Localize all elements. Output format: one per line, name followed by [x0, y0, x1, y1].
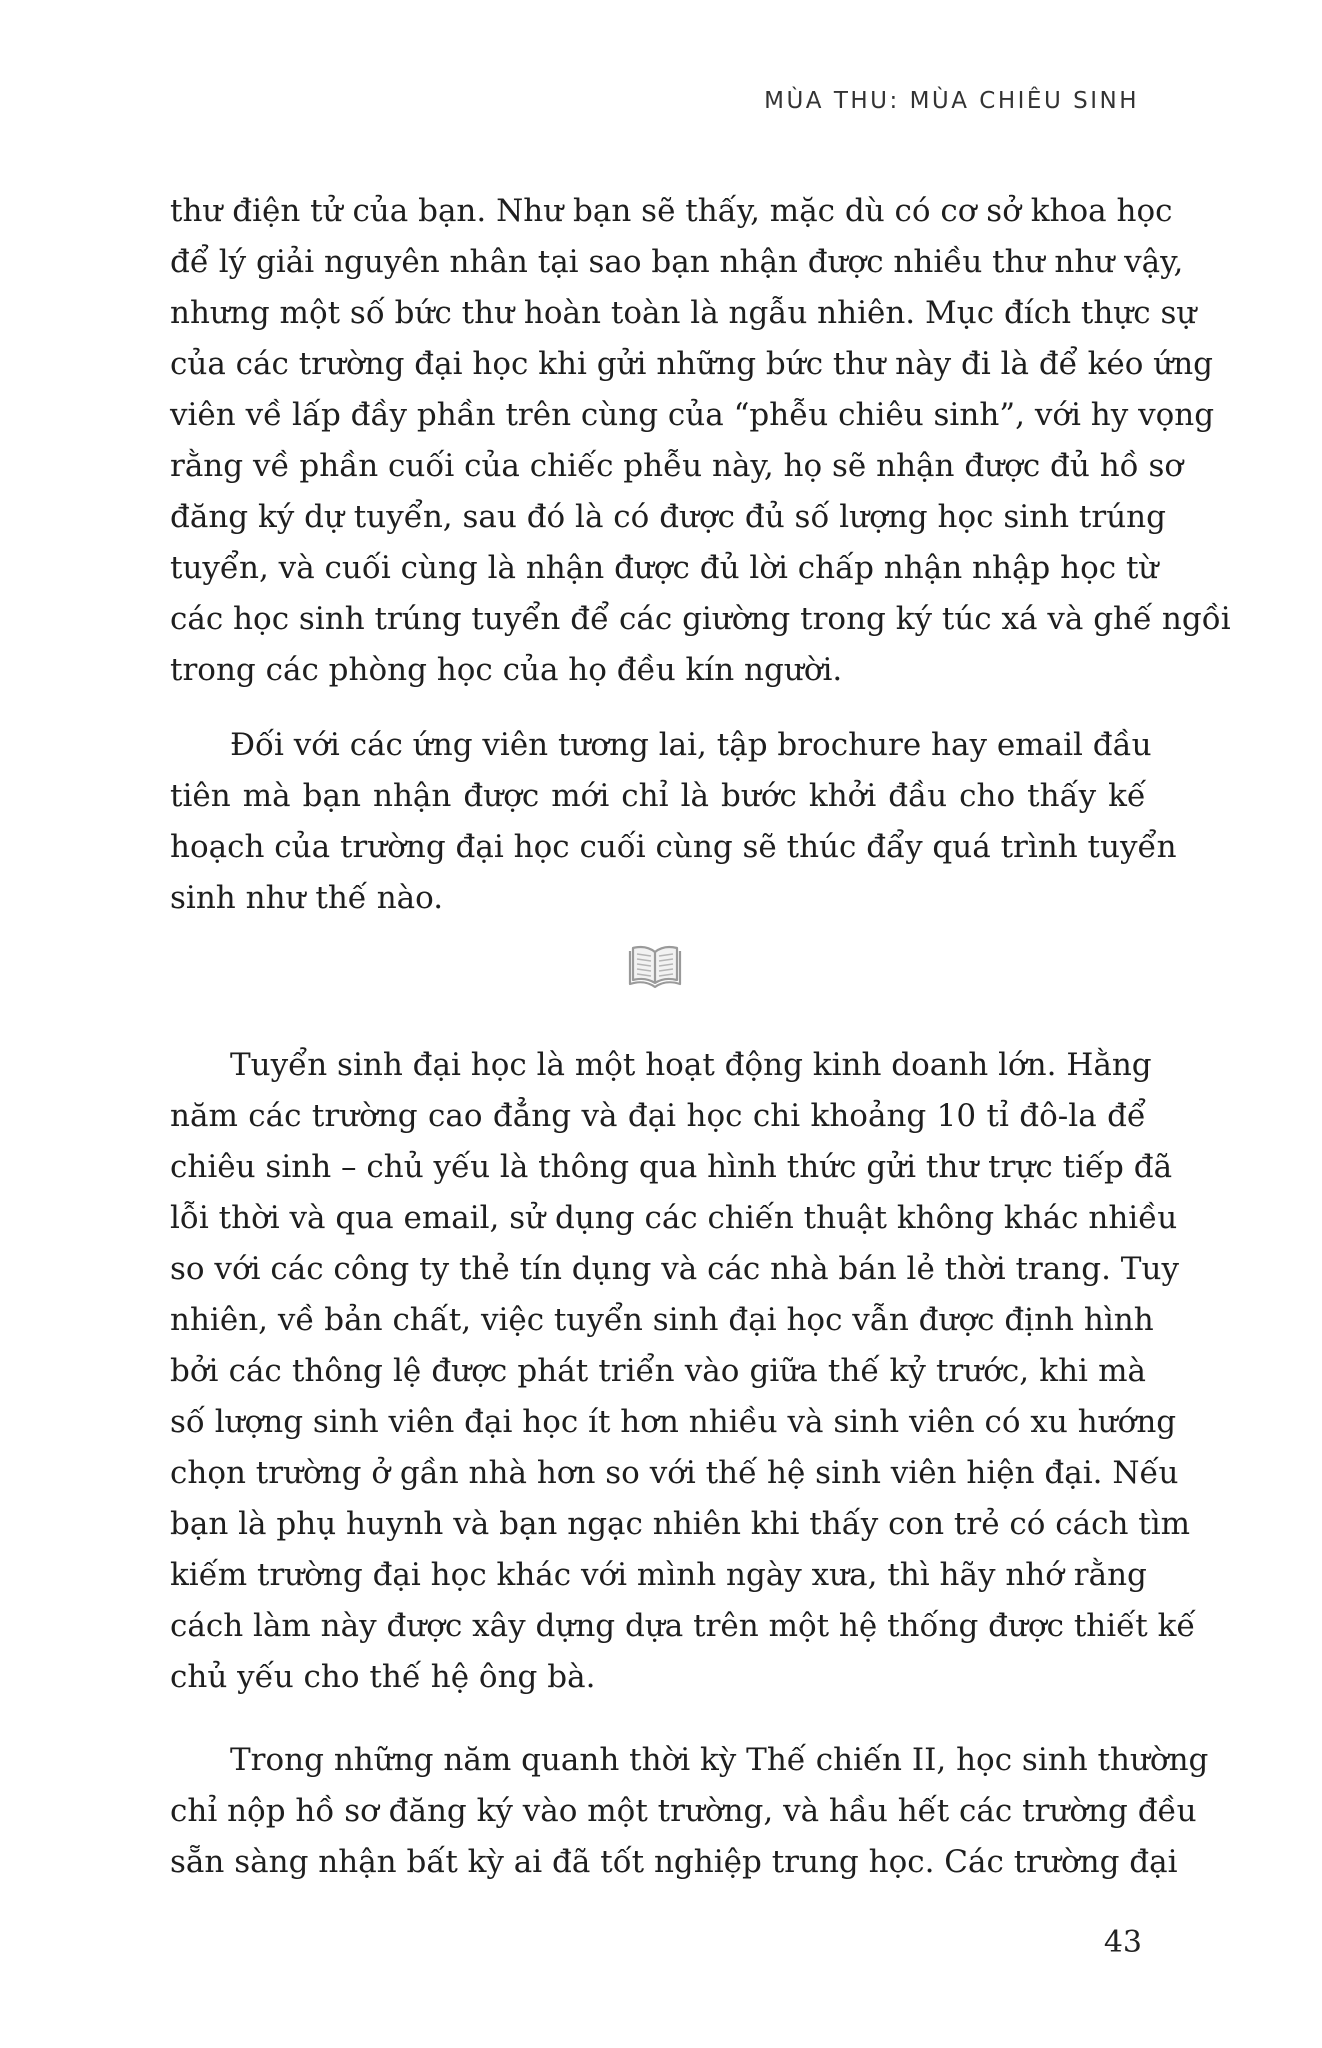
text-line: thư điện tử của bạn. Như bạn sẽ thấy, mặc dù có cơ sở khoa học	[170, 193, 1173, 229]
text-line: sẵn sàng nhận bất kỳ ai đã tốt nghiệp trung học. Các trường đại	[170, 1844, 1178, 1880]
paragraph-4	[170, 1735, 1209, 1888]
page-number: 43	[1103, 1925, 1142, 1960]
text-line: số lượng sinh viên đại học ít hơn nhiều và sinh viên có xu hướng	[170, 1404, 1177, 1440]
paragraph-1	[170, 186, 1231, 696]
open-book-icon	[627, 942, 683, 992]
text-line: tiên mà bạn nhận được mới chỉ là bước khởi đầu cho thấy kế	[170, 778, 1146, 814]
text-line: để lý giải nguyên nhân tại sao bạn nhận được nhiều thư như vậy,	[170, 244, 1184, 280]
text-line: chọn trường ở gần nhà hơn so với thế hệ sinh viên hiện đại. Nếu	[170, 1455, 1179, 1491]
text-line: Trong những năm quanh thời kỳ Thế chiến II, học sinh thường	[230, 1742, 1209, 1778]
text-line: rằng về phần cuối của chiếc phễu này, họ sẽ nhận được đủ hồ sơ	[170, 448, 1184, 484]
text-line: nhưng một số bức thư hoàn toàn là ngẫu nhiên. Mục đích thực sự	[170, 295, 1197, 331]
paragraph-3	[170, 1040, 1196, 1703]
paragraph-2	[170, 720, 1177, 924]
running-header: MÙA THU: MÙA CHIÊU SINH	[764, 88, 1139, 114]
text-line: sinh như thế nào.	[170, 880, 444, 916]
text-line: chỉ nộp hồ sơ đăng ký vào một trường, và hầu hết các trường đều	[170, 1793, 1197, 1829]
text-line: tuyển, và cuối cùng là nhận được đủ lời chấp nhận nhập học từ	[170, 550, 1159, 586]
text-line: Tuyển sinh đại học là một hoạt động kinh doanh lớn. Hằng	[230, 1047, 1152, 1083]
text-line: bởi các thông lệ được phát triển vào giữa thế kỷ trước, khi mà	[170, 1353, 1146, 1389]
text-line: các học sinh trúng tuyển để các giường trong ký túc xá và ghế ngồi	[170, 601, 1231, 637]
text-line: chiêu sinh – chủ yếu là thông qua hình thức gửi thư trực tiếp đã	[170, 1149, 1173, 1185]
text-line: chủ yếu cho thế hệ ông bà.	[170, 1659, 596, 1695]
text-line: lỗi thời và qua email, sử dụng các chiến thuật không khác nhiều	[170, 1200, 1178, 1236]
text-line: đăng ký dự tuyển, sau đó là có được đủ số lượng học sinh trúng	[170, 499, 1166, 535]
text-line: bạn là phụ huynh và bạn ngạc nhiên khi thấy con trẻ có cách tìm	[170, 1506, 1191, 1542]
text-line: viên về lấp đầy phần trên cùng của “phễu chiêu sinh”, với hy vọng	[170, 397, 1215, 433]
text-line: năm các trường cao đẳng và đại học chi khoảng 10 tỉ đô-la để	[170, 1098, 1146, 1134]
text-line: nhiên, về bản chất, việc tuyển sinh đại học vẫn được định hình	[170, 1302, 1154, 1338]
text-line: so với các công ty thẻ tín dụng và các nhà bán lẻ thời trang. Tuy	[170, 1251, 1179, 1287]
text-line: của các trường đại học khi gửi những bức thư này đi là để kéo ứng	[170, 346, 1214, 382]
text-line: hoạch của trường đại học cuối cùng sẽ thúc đẩy quá trình tuyển	[170, 829, 1177, 865]
text-line: trong các phòng học của họ đều kín người.	[170, 652, 843, 688]
text-line: cách làm này được xây dựng dựa trên một hệ thống được thiết kế	[170, 1608, 1196, 1644]
text-line: Đối với các ứng viên tương lai, tập brochure hay email đầu	[230, 727, 1152, 763]
text-line: kiếm trường đại học khác với mình ngày xưa, thì hãy nhớ rằng	[170, 1557, 1147, 1593]
